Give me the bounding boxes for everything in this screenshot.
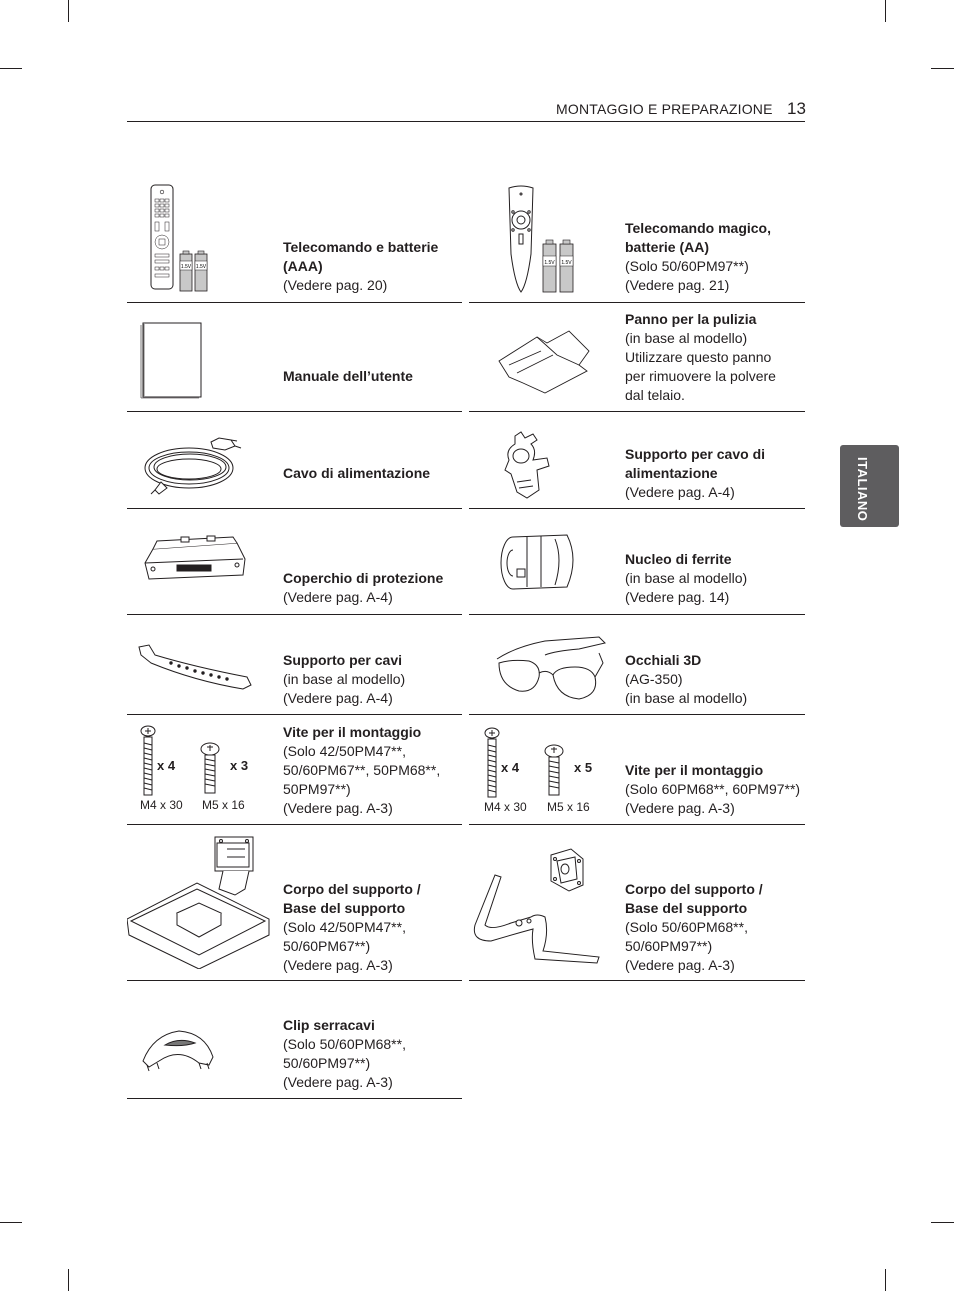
battery-label: 1.5V bbox=[561, 260, 572, 266]
item-text bbox=[625, 651, 747, 708]
item-note: (Solo 60PM68**, 60PM97**) bbox=[625, 781, 801, 797]
item-text bbox=[283, 367, 413, 386]
item-text bbox=[283, 723, 440, 818]
power-cable-icon bbox=[141, 432, 253, 502]
item-note: (Vedere pag. 14) bbox=[625, 589, 730, 605]
item-note: (Vedere pag. A-3) bbox=[283, 957, 393, 973]
long-screw-icon bbox=[139, 725, 157, 797]
item-note: (AG-350) bbox=[625, 671, 683, 687]
item-title: Telecomando e batterie bbox=[283, 239, 439, 255]
item-title: Supporto per cavi bbox=[283, 652, 403, 668]
item-note: (Vedere pag. A-3) bbox=[625, 957, 735, 973]
item-stand bbox=[127, 825, 462, 981]
item-note: (in base al modello) bbox=[625, 690, 748, 706]
item-power-cable bbox=[127, 412, 462, 509]
item-power-cable-holder bbox=[469, 412, 805, 509]
short-screw-qty: x 5 bbox=[574, 760, 593, 775]
item-note: (Vedere pag. A-3) bbox=[283, 800, 393, 816]
item-note: (in base al modello) bbox=[283, 671, 406, 687]
long-screw-icon bbox=[483, 727, 501, 799]
item-note: dal telaio. bbox=[625, 387, 685, 403]
item-user-manual bbox=[127, 303, 462, 412]
item-protection-cover bbox=[127, 509, 462, 615]
item-note: (Vedere pag. A-4) bbox=[283, 589, 393, 605]
crop-mark bbox=[931, 68, 954, 69]
item-note: 50PM97**) bbox=[283, 781, 351, 797]
item-text bbox=[625, 310, 776, 405]
item-text bbox=[625, 219, 771, 295]
remote-control-icon bbox=[147, 184, 237, 294]
item-note: (Vedere pag. A-4) bbox=[283, 690, 393, 706]
item-mounting-screws bbox=[127, 715, 462, 825]
cleaning-cloth-icon bbox=[497, 325, 593, 397]
item-title: Corpo del supporto / bbox=[283, 881, 421, 897]
item-note: per rimuovere la polvere bbox=[625, 368, 776, 384]
language-tab-label: ITALIANO bbox=[855, 457, 870, 522]
crop-mark bbox=[0, 1222, 22, 1223]
page-number: 13 bbox=[787, 99, 806, 118]
item-title: Clip serracavi bbox=[283, 1017, 375, 1033]
short-screw-size: M5 x 16 bbox=[202, 798, 245, 812]
item-cleaning-cloth bbox=[469, 303, 805, 412]
long-screw-qty: x 4 bbox=[501, 760, 520, 775]
short-screw-icon bbox=[199, 741, 221, 795]
item-note: (Solo 42/50PM47**, bbox=[283, 919, 406, 935]
row-divider bbox=[469, 980, 805, 981]
item-title: Cavo di alimentazione bbox=[283, 465, 431, 481]
item-title: alimentazione bbox=[625, 465, 718, 481]
item-note: (Solo 50/60PM68**, bbox=[625, 919, 748, 935]
item-text bbox=[625, 761, 800, 818]
item-note: (in base al modello) bbox=[625, 330, 748, 346]
item-title: Vite per il montaggio bbox=[625, 762, 764, 778]
manual-icon bbox=[139, 319, 205, 401]
item-text bbox=[283, 464, 430, 483]
magic-remote-icon bbox=[503, 184, 583, 296]
item-title: Occhiali 3D bbox=[625, 652, 702, 668]
item-note: 50/60PM67**) bbox=[283, 938, 371, 954]
item-note: (Vedere pag. A-4) bbox=[625, 484, 735, 500]
item-title: (AAA) bbox=[283, 258, 323, 274]
item-note: 50/60PM97**) bbox=[625, 938, 713, 954]
short-screw-icon bbox=[543, 743, 565, 797]
item-note: (Vedere pag. A-3) bbox=[625, 800, 735, 816]
long-screw-size: M4 x 30 bbox=[484, 800, 527, 814]
protection-cover-icon bbox=[141, 533, 251, 583]
battery-label: 1.5V bbox=[180, 264, 192, 270]
crop-mark bbox=[0, 68, 22, 69]
battery-label: 1.5V bbox=[544, 260, 555, 266]
ferrite-core-icon bbox=[497, 529, 583, 595]
battery-label: 1.5V bbox=[195, 264, 207, 270]
item-note: 50/60PM67**, 50PM68**, bbox=[283, 762, 441, 778]
short-screw-size: M5 x 16 bbox=[547, 800, 590, 814]
language-tab bbox=[840, 445, 899, 527]
item-text bbox=[625, 550, 747, 607]
crop-mark bbox=[68, 1269, 69, 1291]
item-stand bbox=[469, 825, 805, 981]
section-title: MONTAGGIO E PREPARAZIONE bbox=[556, 101, 773, 117]
item-3d-glasses bbox=[469, 615, 805, 715]
cable-clip-icon bbox=[139, 1025, 219, 1075]
item-text bbox=[283, 1016, 406, 1092]
item-note: (Vedere pag. A-3) bbox=[283, 1074, 393, 1090]
item-title: Base del supporto bbox=[625, 900, 748, 916]
item-cable-holder bbox=[127, 615, 462, 715]
crop-mark bbox=[885, 1269, 886, 1291]
item-text bbox=[625, 880, 763, 975]
stand-icon bbox=[127, 833, 273, 969]
item-text bbox=[283, 569, 443, 607]
item-magic-remote bbox=[469, 180, 805, 303]
item-title: Supporto per cavo di bbox=[625, 446, 766, 462]
item-note: (Solo 42/50PM47**, bbox=[283, 743, 406, 759]
item-note: 50/60PM97**) bbox=[283, 1055, 371, 1071]
item-title: Vite per il montaggio bbox=[283, 724, 422, 740]
item-cable-clip bbox=[127, 981, 462, 1099]
crop-mark bbox=[885, 0, 886, 22]
stand-icon bbox=[471, 845, 605, 965]
item-text bbox=[283, 880, 421, 975]
cable-holder-icon bbox=[135, 641, 257, 693]
item-mounting-screws bbox=[469, 715, 805, 825]
item-title: Coperchio di protezione bbox=[283, 570, 444, 586]
item-title: Manuale dell’utente bbox=[283, 368, 413, 384]
item-title: batterie (AA) bbox=[625, 239, 710, 255]
item-title: Base del supporto bbox=[283, 900, 406, 916]
item-note: (Vedere pag. 20) bbox=[283, 277, 388, 293]
header-rule bbox=[127, 121, 805, 122]
item-ferrite-core bbox=[469, 509, 805, 615]
item-text bbox=[625, 445, 765, 502]
item-title: Telecomando magico, bbox=[625, 220, 771, 236]
item-title: Nucleo di ferrite bbox=[625, 551, 732, 567]
long-screw-qty: x 4 bbox=[157, 758, 176, 773]
item-note: Utilizzare questo panno bbox=[625, 349, 772, 365]
crop-mark bbox=[931, 1222, 954, 1223]
item-remote-control bbox=[127, 180, 462, 303]
item-text bbox=[283, 238, 438, 295]
item-text bbox=[283, 651, 405, 708]
short-screw-qty: x 3 bbox=[230, 758, 249, 773]
item-title: Corpo del supporto / bbox=[625, 881, 763, 897]
row-divider bbox=[127, 1098, 462, 1099]
item-note: (Solo 50/60PM68**, bbox=[283, 1036, 406, 1052]
item-note: (Solo 50/60PM97**) bbox=[625, 258, 749, 274]
crop-mark bbox=[68, 0, 69, 22]
item-note: (in base al modello) bbox=[625, 570, 748, 586]
item-title: Panno per la pulizia bbox=[625, 311, 757, 327]
3d-glasses-icon bbox=[495, 633, 607, 705]
long-screw-size: M4 x 30 bbox=[140, 798, 183, 812]
power-cable-holder-icon bbox=[503, 430, 553, 502]
item-note: (Vedere pag. 21) bbox=[625, 277, 730, 293]
